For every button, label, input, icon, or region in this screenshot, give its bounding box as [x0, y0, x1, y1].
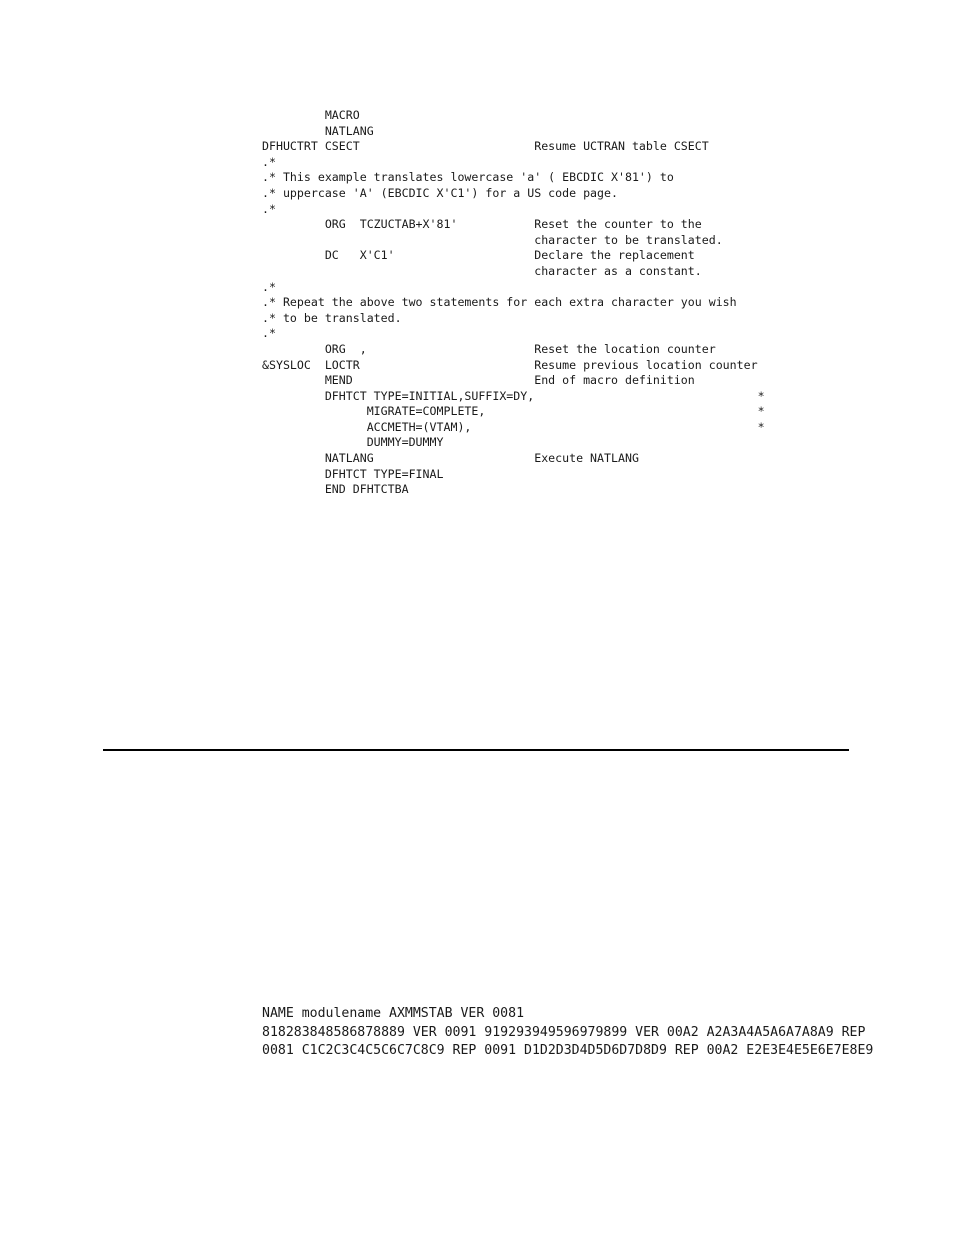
- code-line: .* This example translates lowercase 'a' ( EBCDIC X'81') to: [262, 170, 674, 185]
- code-line: character as a constant.: [262, 263, 702, 278]
- zap-line: NAME modulename AXMMSTAB VER 0081: [262, 1006, 525, 1021]
- code-line: ACCMETH=(VTAM), *: [262, 419, 765, 434]
- zap-code-example: [262, 1005, 873, 1061]
- code-line: .* uppercase 'A' (EBCDIC X'C1') for a US code page.: [262, 185, 618, 200]
- code-line: END DFHTCTBA: [262, 482, 409, 497]
- code-line: DFHUCTRT CSECT Resume UCTRAN table CSECT: [262, 139, 709, 154]
- code-line: ORG , Reset the location counter: [262, 341, 716, 356]
- code-line: MIGRATE=COMPLETE, *: [262, 404, 765, 419]
- code-line: ORG TCZUCTAB+X'81' Reset the counter to the: [262, 217, 702, 232]
- code-line: NATLANG: [262, 123, 374, 138]
- code-line: .* Repeat the above two statements for each extra character you wish: [262, 295, 737, 310]
- code-line: MACRO: [262, 108, 360, 122]
- code-line: .*: [262, 201, 276, 216]
- code-line: DUMMY=DUMMY: [262, 435, 444, 450]
- code-line: .*: [262, 279, 276, 294]
- zap-line: 0081 C1C2C3C4C5C6C7C8C9 REP 0091 D1D2D3D4D5D6D7D8D9 REP 00A2 E2E3E4E5E6E7E8E9: [262, 1043, 874, 1058]
- code-line: .* to be translated.: [262, 310, 402, 325]
- macro-code-example: [262, 108, 765, 498]
- code-line: .*: [262, 154, 276, 169]
- section-divider: [103, 749, 849, 751]
- zap-line: 818283848586878889 VER 0091 919293949596979899 VER 00A2 A2A3A4A5A6A7A8A9 REP: [262, 1024, 866, 1040]
- code-line: DFHTCT TYPE=INITIAL,SUFFIX=DY, *: [262, 388, 765, 403]
- code-line: DC X'C1' Declare the replacement: [262, 248, 695, 263]
- code-line: character to be translated.: [262, 232, 723, 247]
- code-line: MEND End of macro definition: [262, 373, 695, 388]
- code-line: .*: [262, 326, 276, 341]
- code-line: &SYSLOC LOCTR Resume previous location counter: [262, 357, 758, 372]
- code-line: DFHTCT TYPE=FINAL: [262, 466, 444, 481]
- code-line: NATLANG Execute NATLANG: [262, 451, 639, 466]
